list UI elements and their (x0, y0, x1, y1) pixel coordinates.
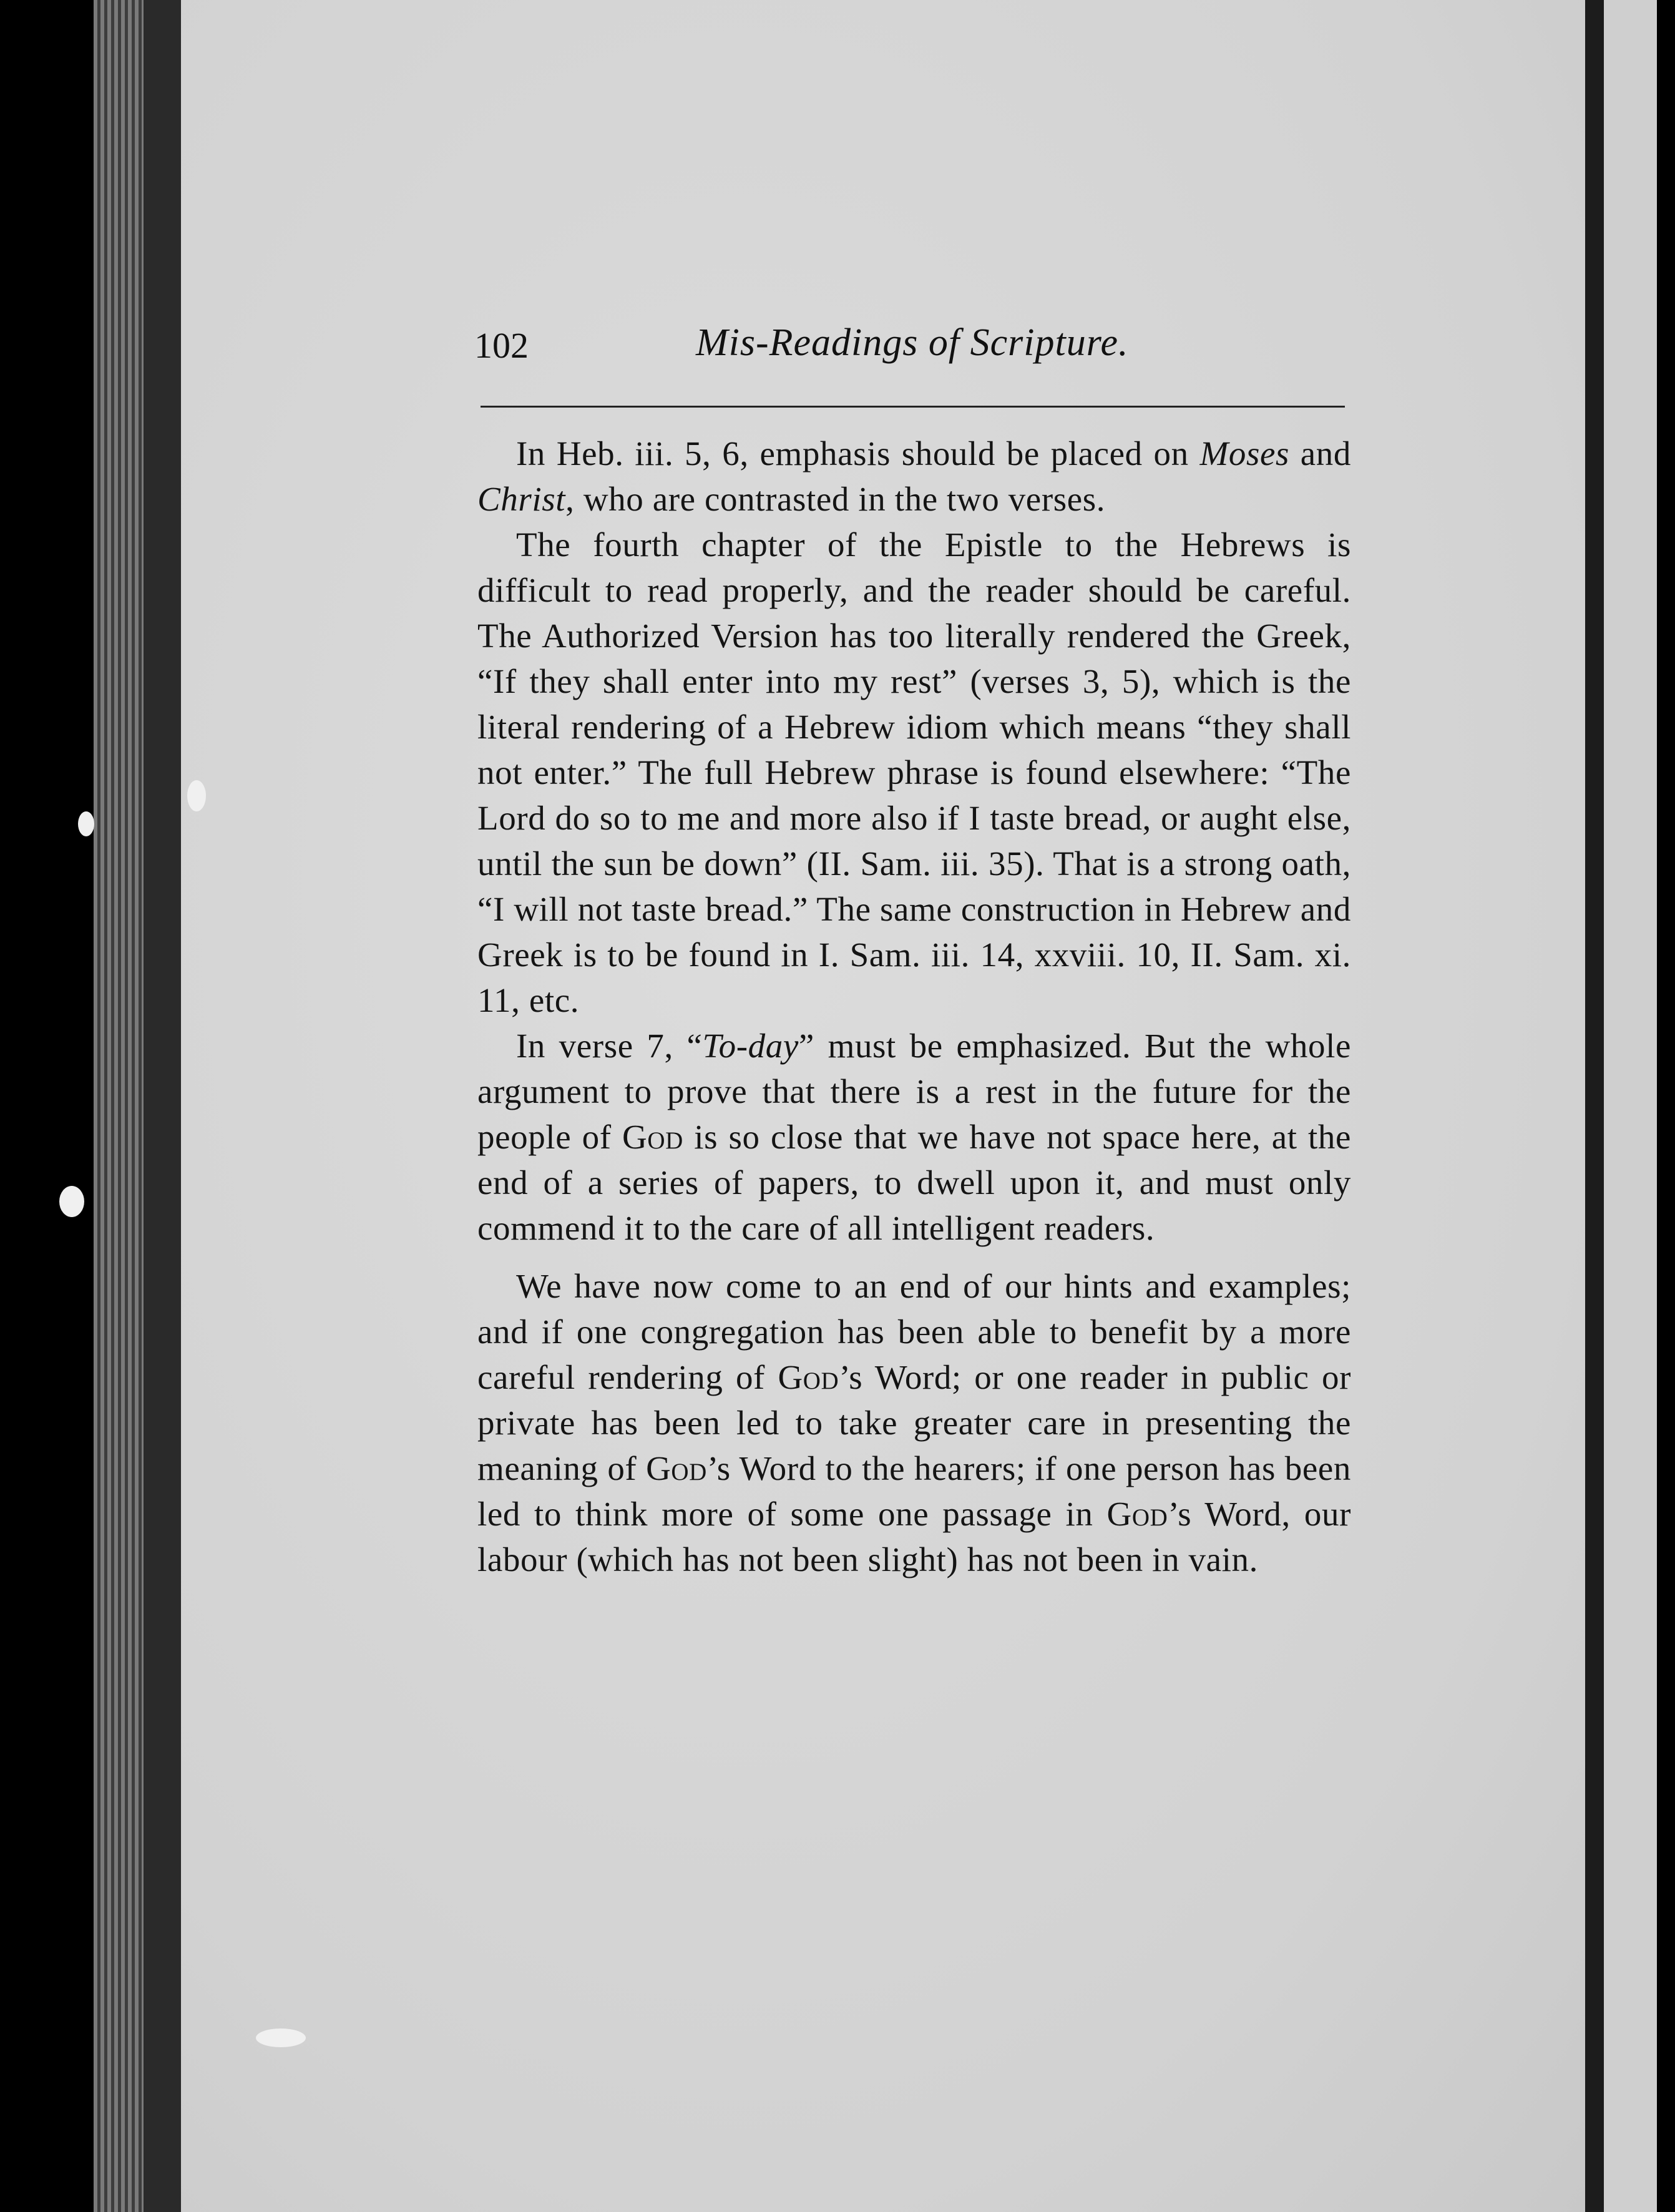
smallcaps-text: God (622, 1118, 683, 1156)
text-run: , who are contrasted in the two verses. (565, 480, 1106, 518)
text-run: is so close that we have not space here, at the end of a series of papers, to dwell upon it, and must only commend it to the care of all intelligent readers. (477, 1118, 1351, 1247)
body-text (477, 431, 1351, 1582)
text-run: ’s Word; or one reader in public or private has been led to take greater care in presenting the meaning of (477, 1358, 1351, 1487)
smallcaps-text: God (646, 1449, 707, 1487)
scan-speck (78, 811, 94, 836)
smallcaps-text: God (778, 1358, 839, 1396)
italic-text: Christ (477, 480, 566, 518)
italic-text: Moses (1199, 434, 1290, 472)
text-run: In verse 7, “ (516, 1027, 703, 1065)
paragraph (477, 1263, 1351, 1582)
paragraph (477, 522, 1351, 1023)
running-title: Mis-Readings of Scripture. (696, 321, 1129, 364)
text-run: In Heb. iii. 5, 6, emphasis should be placed on (516, 434, 1200, 472)
smallcaps-text: God (1106, 1495, 1168, 1533)
text-run: ’s Word to the hearers; if one person has been led to think more of some one passage in (477, 1449, 1351, 1533)
page-header (474, 312, 1348, 381)
text-run: ” must be emphasized. But the whole argument to prove that there is a rest in the future for the people of (477, 1027, 1351, 1156)
text-run: ’s Word, our labour (which has not been slight) has not been in vain. (477, 1495, 1351, 1578)
paragraph (477, 1023, 1351, 1251)
scan-speck (256, 2028, 306, 2047)
scan-speck (59, 1186, 84, 1217)
page-number: 102 (474, 325, 529, 366)
scan-speck (187, 780, 206, 811)
facing-page-edge (1585, 0, 1604, 2212)
scan-border (1657, 0, 1675, 2212)
text-run: and (1289, 434, 1352, 472)
text-run: The fourth chapter of the Epistle to the Hebrews is difficult to read properly, and the reader should be careful. The Authorized Version has too literally rendered the Greek, “If they shall enter into my rest” (verses 3, 5), which is the literal rendering of a Hebrew idiom which means “they shall not enter.” The full Hebrew phrase is found elsewhere: “The Lord do so to me and more also if I taste bread, or aught else, until the sun be down” (II. Sam. iii. 35). That is a strong oath, “I will not taste bread.” The same construction in Hebrew and Greek is to be found in I. Sam. iii. 14, xxviii. 10, II. Sam. xi. 11, etc. (477, 526, 1351, 1019)
italic-text: To-day (702, 1027, 799, 1065)
text-run: We have now come to an end of our hints and examples; and if one congregation has been able to benefit by a more careful rendering of (477, 1267, 1351, 1396)
header-rule (481, 406, 1345, 408)
paragraph (477, 431, 1351, 522)
